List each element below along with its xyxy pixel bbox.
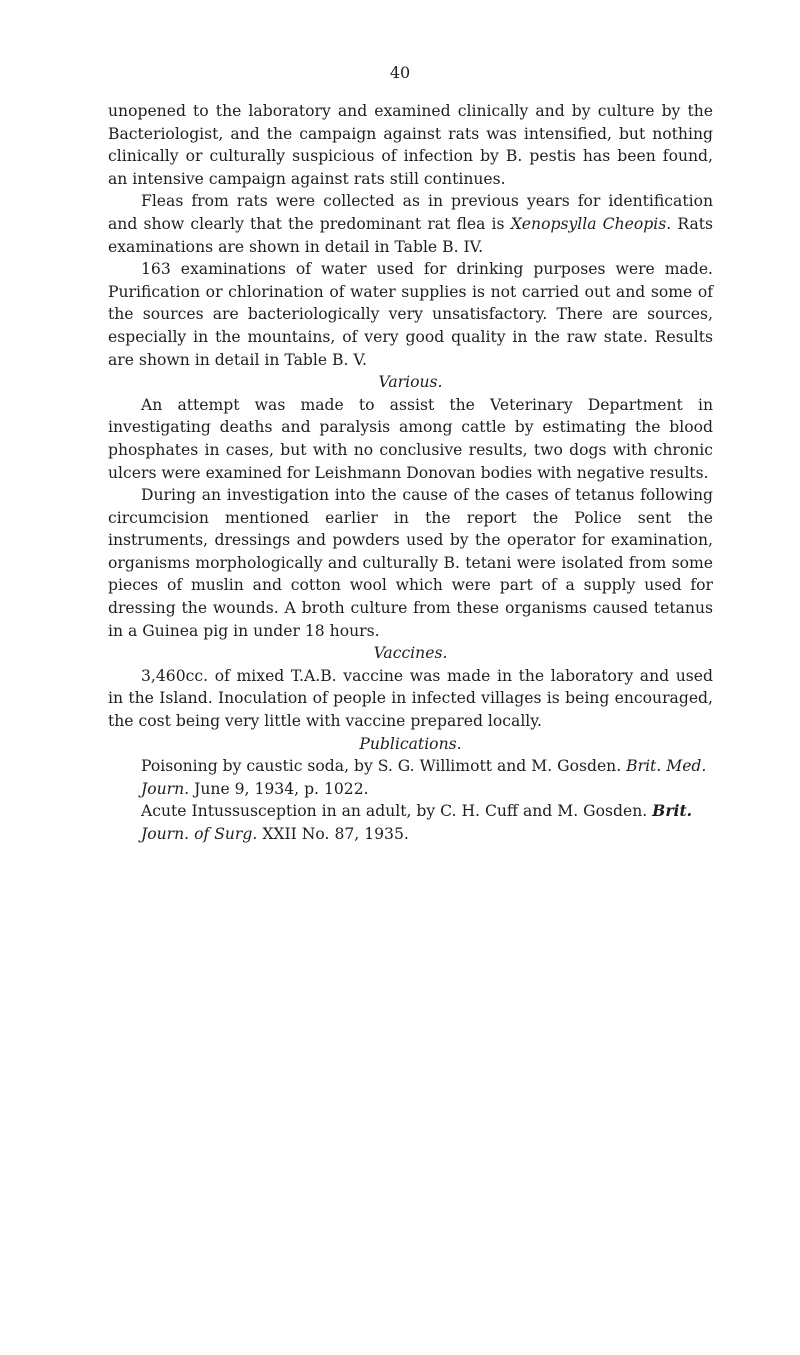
publication-continuation	[108, 823, 713, 846]
paragraph-water-examinations: 163 examinations of water used for drinking purposes were made. Purification or chlorination of water supplies is not carried out and some of the sources are bacteriologically very unsatisfactory. There are sources, especially in the mountains, of very good quality in the raw state. Results are shown in detail in Table B. V.	[108, 260, 713, 369]
flea-species-name: Xenopsylla Cheopis.	[510, 214, 672, 233]
heading-vaccines: Vaccines.	[373, 644, 448, 663]
publication-continuation	[108, 778, 713, 801]
paragraph-vaccines: 3,460cc. of mixed T.A.B. vaccine was made in the laboratory and used in the Island. Inoculation of people in infected villages is being encouraged, the cost being very little with vaccine prepared locally.	[108, 666, 713, 731]
publication-title: Poisoning by caustic soda, by S. G. Willimott and M. Gosden.	[141, 757, 622, 776]
paragraph-tetanus: During an investigation into the cause of the cases of tetanus following circumcision mentioned earlier in the report the Police sent the instruments, dressings and powders used by the operator for examination, organisms morphologically and culturally B. tetani were isolated from some pieces of muslin and cotton wool which were part of a supply used for dressing the wounds. A broth culture from these organisms caused tetanus in a Guinea pig in under 18 hours.	[108, 486, 713, 640]
page-number: 40	[389, 63, 411, 82]
body-text	[108, 100, 713, 846]
publication-journal-cont: Journ.	[141, 779, 190, 798]
heading-publications: Publications.	[359, 734, 462, 753]
publication-details: June 9, 1934, p. 1022.	[194, 779, 369, 798]
publication-item	[108, 800, 713, 845]
paragraph-fleas-text-b: Rats examinations are shown in detail in Table B. IV.	[108, 214, 714, 256]
publication-journal: Brit. Med.	[626, 757, 707, 776]
heading-various: Various.	[378, 373, 443, 392]
publication-journal-cont: Journ. of Surg.	[141, 825, 258, 843]
paragraph-veterinary: An attempt was made to assist the Veterinary Department in investigating deaths and paralysis among cattle by estimating the blood phosphates in cases, but with no conclusive results, two dogs with chronic ulcers were examined for Leishmann Donovan bodies with negative results.	[108, 395, 713, 482]
paragraph-fleas-text-a: Fleas from rats were collected as in previous years for identification and show clearly that the predominant rat flea is	[108, 192, 713, 233]
publication-title: Acute Intussusception in an adult, by C. H. Cuff and M. Gosden.	[141, 802, 648, 821]
publication-details: XXII No. 87, 1935.	[262, 825, 409, 843]
paragraph-rat-campaign: unopened to the laboratory and examined clinically and by culture by the Bacteriologist, and the campaign against rats was intensified, but nothing clinically or culturally suspicious of infection by B. pestis has been found, an intensive campaign against rats still continues.	[108, 102, 713, 188]
publication-item	[108, 755, 713, 800]
publication-journal: Brit.	[652, 801, 693, 821]
paragraph-fleas	[108, 190, 713, 258]
